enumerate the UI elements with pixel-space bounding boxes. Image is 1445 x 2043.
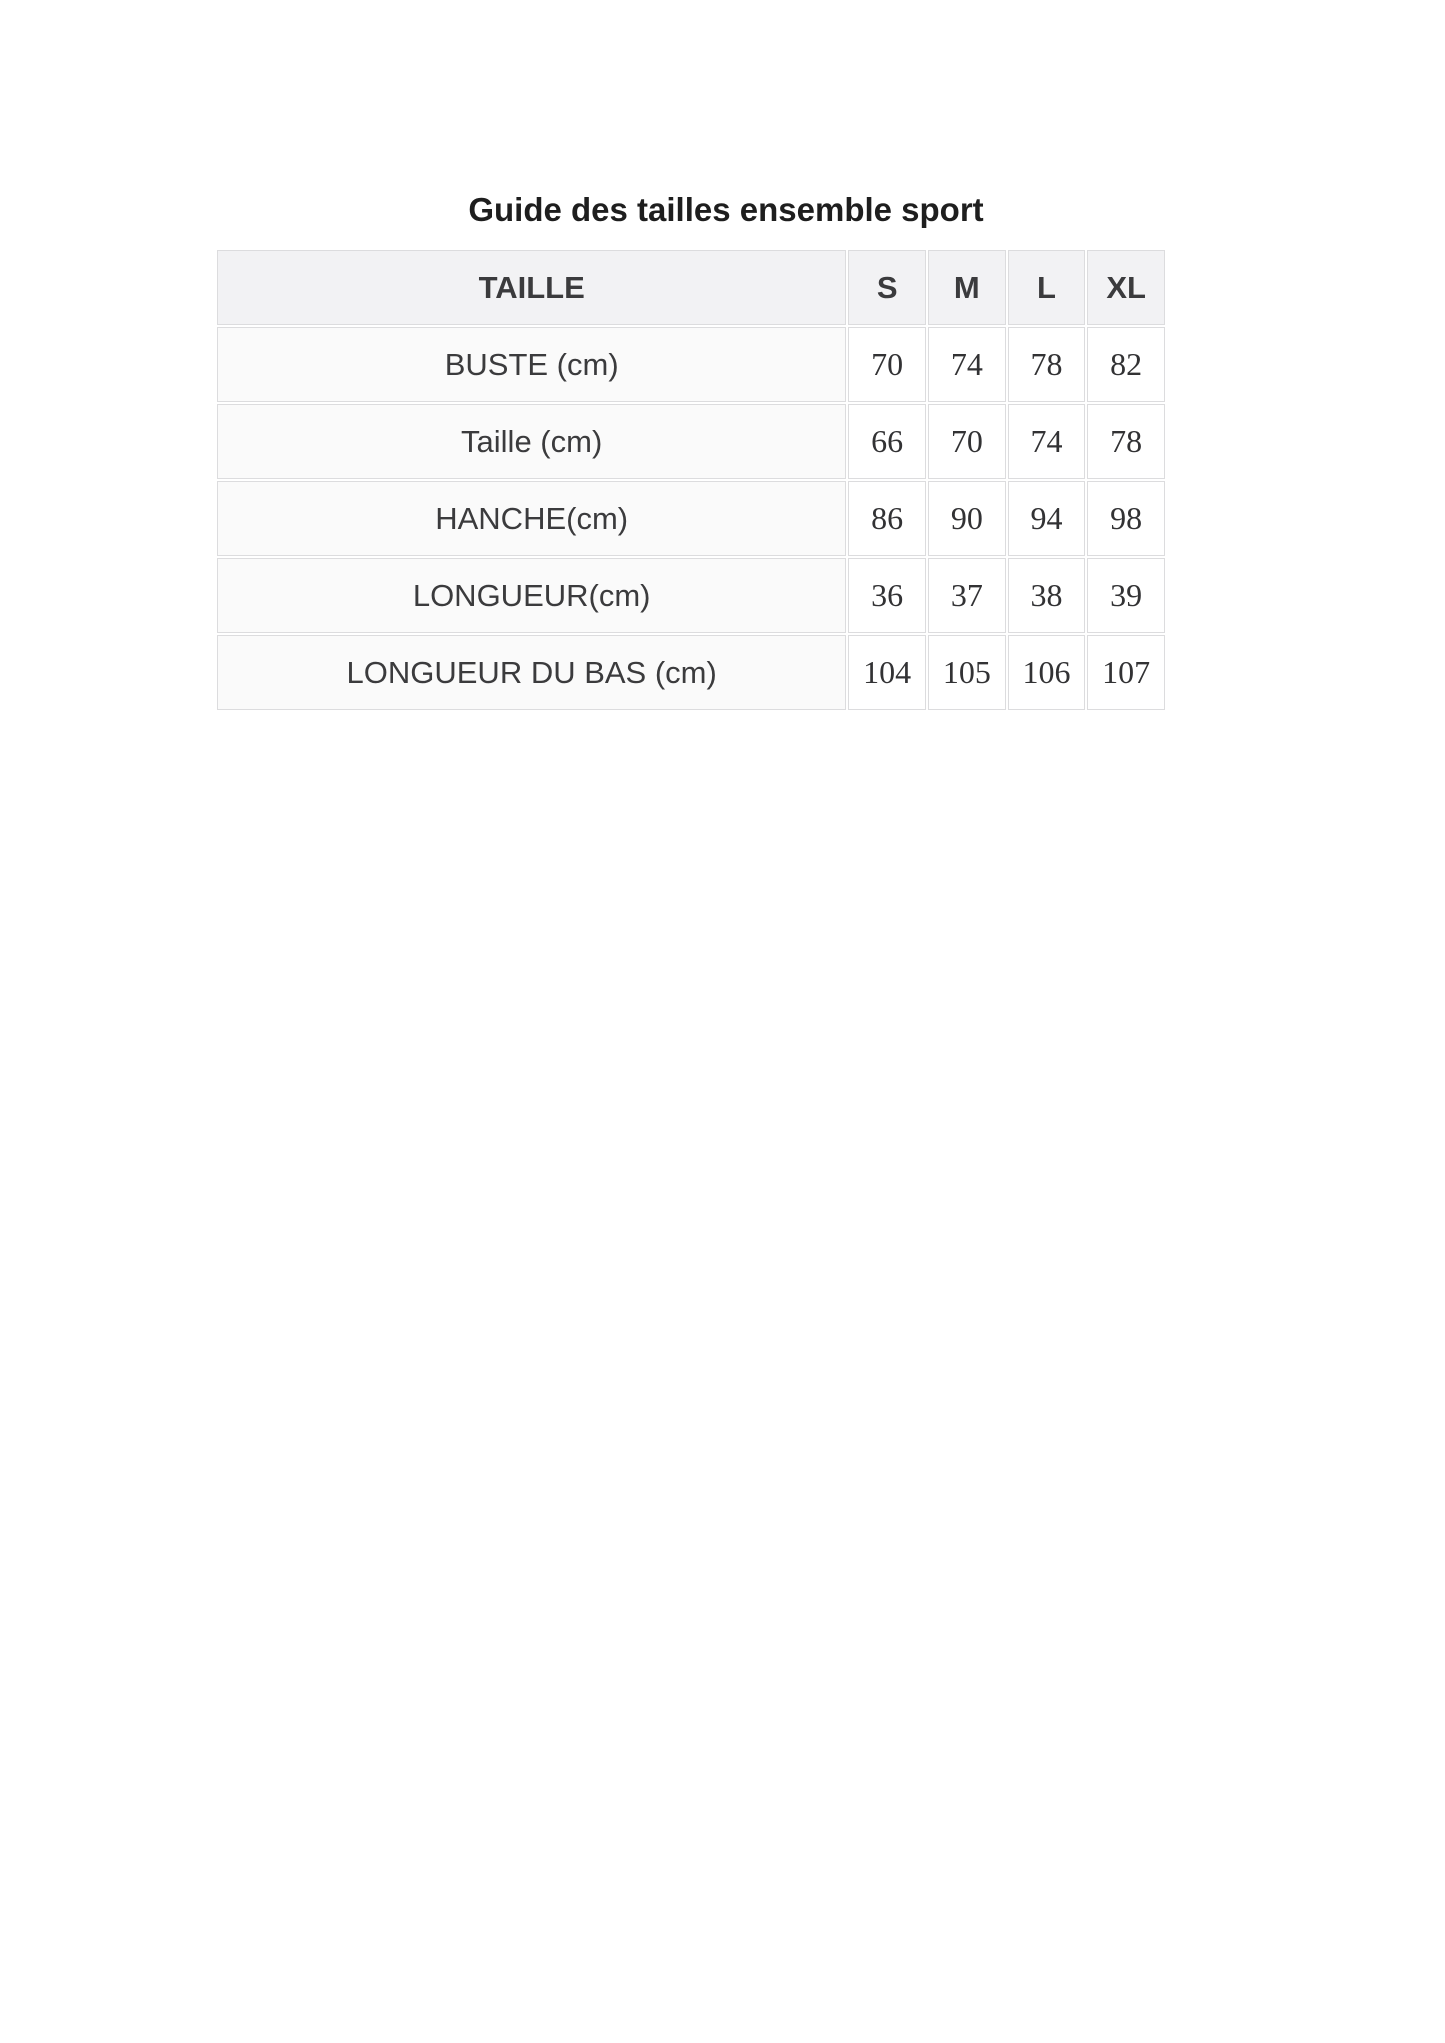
cell-value: 78: [1008, 327, 1086, 402]
cell-value: 74: [928, 327, 1006, 402]
cell-value: 78: [1087, 404, 1165, 479]
column-header-s: S: [848, 250, 926, 325]
cell-value: 82: [1087, 327, 1165, 402]
size-guide-table: [215, 248, 1167, 712]
table-row-longueur-du-bas: [217, 635, 1165, 710]
row-label-longueur: LONGUEUR(cm): [217, 558, 846, 633]
column-header-l: L: [1008, 250, 1086, 325]
cell-value: 106: [1008, 635, 1086, 710]
cell-value: 37: [928, 558, 1006, 633]
cell-value: 107: [1087, 635, 1165, 710]
cell-value: 98: [1087, 481, 1165, 556]
column-header-taille: TAILLE: [217, 250, 846, 325]
cell-value: 66: [848, 404, 926, 479]
cell-value: 90: [928, 481, 1006, 556]
row-label-hanche: HANCHE(cm): [217, 481, 846, 556]
cell-value: 39: [1087, 558, 1165, 633]
table-row-hanche: [217, 481, 1165, 556]
table-row-longueur: [217, 558, 1165, 633]
cell-value: 36: [848, 558, 926, 633]
row-label-taille: Taille (cm): [217, 404, 846, 479]
table-row-taille: [217, 404, 1165, 479]
page-title: Guide des tailles ensemble sport: [468, 191, 984, 228]
column-header-m: M: [928, 250, 1006, 325]
column-header-xl: XL: [1087, 250, 1165, 325]
cell-value: 105: [928, 635, 1006, 710]
cell-value: 70: [848, 327, 926, 402]
table-row-buste: [217, 327, 1165, 402]
cell-value: 86: [848, 481, 926, 556]
cell-value: 94: [1008, 481, 1086, 556]
row-label-longueur-du-bas: LONGUEUR DU BAS (cm): [217, 635, 846, 710]
cell-value: 74: [1008, 404, 1086, 479]
cell-value: 38: [1008, 558, 1086, 633]
cell-value: 70: [928, 404, 1006, 479]
page-content: [215, 0, 1167, 712]
row-label-buste: BUSTE (cm): [217, 327, 846, 402]
cell-value: 104: [848, 635, 926, 710]
table-header-row: [217, 250, 1165, 325]
